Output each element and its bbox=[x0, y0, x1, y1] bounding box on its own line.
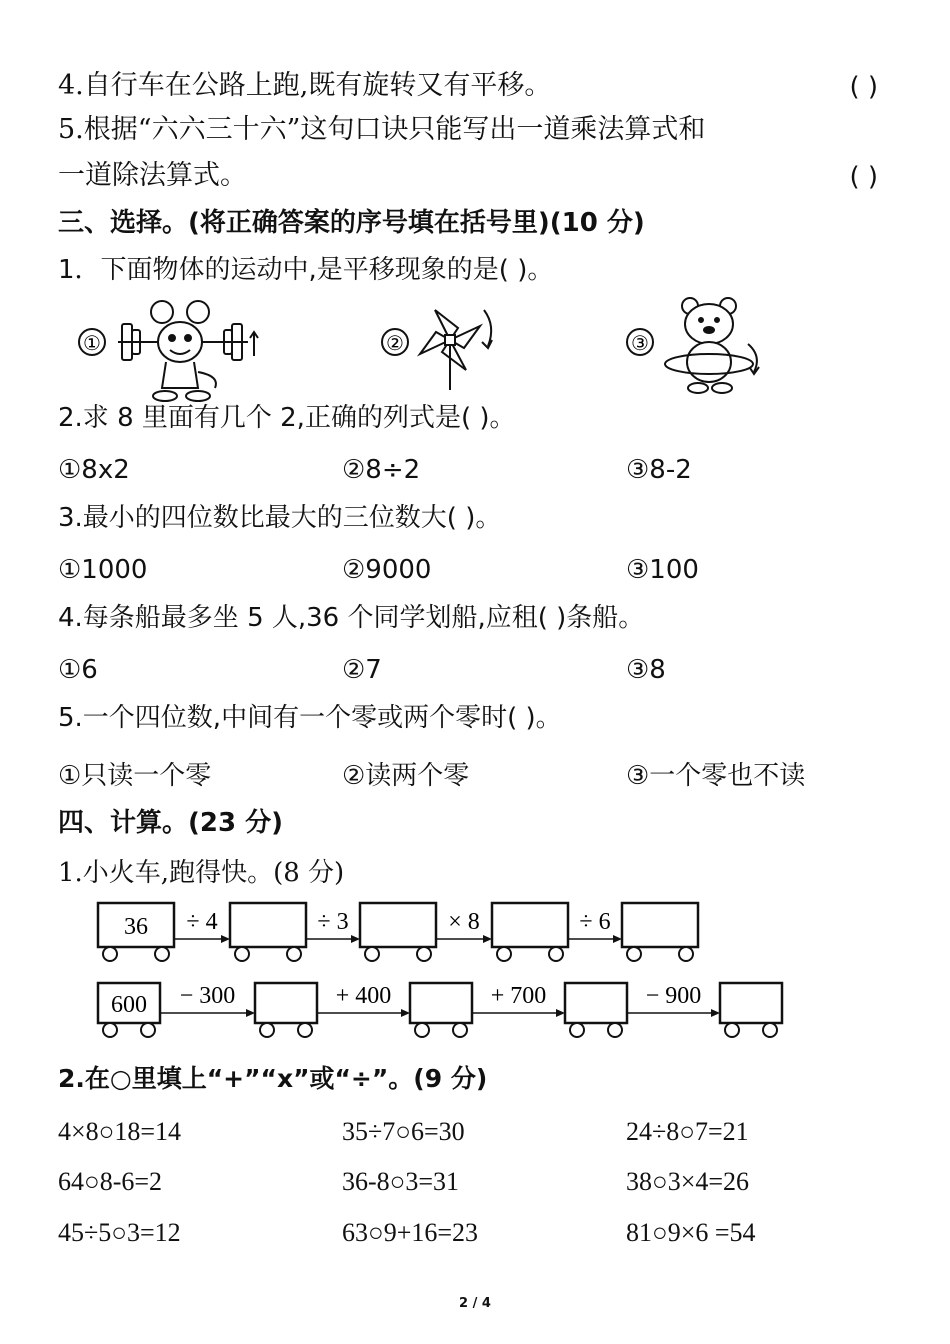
equation-3-3: 81○9×6 =54 bbox=[626, 1218, 756, 1247]
train1-car-3-wheel bbox=[365, 947, 379, 961]
train2-car-5 bbox=[720, 983, 782, 1023]
train2-car-3-wheel bbox=[453, 1023, 467, 1037]
option-3-marker bbox=[627, 329, 653, 355]
q5-option-2: ②读两个零 bbox=[342, 761, 470, 791]
train1-car-5-wheel bbox=[627, 947, 641, 961]
equation-2-2: 36-8○3=31 bbox=[342, 1167, 460, 1196]
q2-option-3: ③8-2 bbox=[626, 455, 692, 485]
q3-option-2: ②9000 bbox=[342, 555, 432, 585]
page-number: 2 / 4 bbox=[459, 1296, 491, 1311]
train2-car-4-wheel bbox=[570, 1023, 584, 1037]
train1-car-2-wheel bbox=[287, 947, 301, 961]
train2-car-1-wheel bbox=[141, 1023, 155, 1037]
pinwheel-icon bbox=[420, 310, 492, 390]
train2-car-5-wheel bbox=[725, 1023, 739, 1037]
q3-option-1: ①1000 bbox=[58, 555, 148, 585]
calc-question-2: 2.在○里填上“+”“x”或“÷”。(9 分) bbox=[58, 1064, 488, 1093]
train1-car-5 bbox=[622, 903, 698, 947]
train1-arrow-1-head bbox=[221, 935, 230, 943]
equation-3-1: 45÷5○3=12 bbox=[58, 1218, 181, 1247]
train1-car-4 bbox=[492, 903, 568, 947]
q5-option-3: ③一个零也不读 bbox=[626, 761, 806, 791]
section-4-title: 四、计算。(23 分) bbox=[58, 808, 283, 838]
choice-question-2: 2.求 8 里面有几个 2,正确的列式是( )。 bbox=[58, 403, 516, 433]
train2-arrow-3-head bbox=[556, 1009, 565, 1017]
answer-paren: ( ) bbox=[849, 72, 878, 102]
train1-car-5-wheel bbox=[679, 947, 693, 961]
calc-question-1: 1.小火车,跑得快。(8 分) bbox=[58, 858, 345, 888]
train2-arrow-2-operator: + 400 bbox=[335, 983, 392, 1009]
option-2-label: ② bbox=[386, 333, 404, 355]
answer-paren: ( ) bbox=[849, 162, 878, 192]
option-1-label: ① bbox=[83, 333, 101, 355]
equation-3-2: 63○9+16=23 bbox=[342, 1218, 479, 1247]
judge-question-4: 4.自行车在公路上跑,既有旋转又有平移。 bbox=[58, 70, 552, 101]
equation-2-1: 64○8-6=2 bbox=[58, 1167, 163, 1196]
judge-question-5-line1: 5.根据“六六三十六”这句口诀只能写出一道乘法算式和 bbox=[58, 114, 706, 145]
q2-option-2: ②8÷2 bbox=[342, 455, 421, 485]
train2-arrow-4-head bbox=[711, 1009, 720, 1017]
train2-arrow-1-operator: − 300 bbox=[179, 983, 236, 1009]
train2-car-1-wheel bbox=[103, 1023, 117, 1037]
q4-option-1: ①6 bbox=[58, 655, 98, 685]
judge-question-5-line2: 一道除法算式。 bbox=[58, 160, 247, 191]
choice-question-1: 1．下面物体的运动中,是平移现象的是( )。 bbox=[58, 255, 554, 285]
train2-car-2 bbox=[255, 983, 317, 1023]
train2-car-1-value: 600 bbox=[111, 992, 147, 1018]
train1-car-2 bbox=[230, 903, 306, 947]
train-figure bbox=[60, 893, 816, 1053]
choice-q1-image-row bbox=[70, 292, 780, 414]
hula-hoop-bear-icon bbox=[665, 298, 759, 393]
train2-arrow-4-operator: − 900 bbox=[645, 983, 702, 1009]
equation-1-3: 24÷8○7=21 bbox=[626, 1117, 749, 1146]
train2-arrow-1-head bbox=[246, 1009, 255, 1017]
q3-option-3: ③100 bbox=[626, 555, 699, 585]
option-1-marker bbox=[79, 329, 105, 355]
choice-question-5: 5.一个四位数,中间有一个零或两个零时( )。 bbox=[58, 703, 562, 733]
train1-arrow-1-operator: ÷ 4 bbox=[186, 909, 218, 935]
train2-car-2-wheel bbox=[298, 1023, 312, 1037]
train1-arrow-2-operator: ÷ 3 bbox=[317, 909, 349, 935]
q5-option-1: ①只读一个零 bbox=[58, 761, 212, 791]
train2-car-2-wheel bbox=[260, 1023, 274, 1037]
train1-car-1-value: 36 bbox=[124, 914, 148, 940]
choice-question-3: 3.最小的四位数比最大的三位数大( )。 bbox=[58, 503, 502, 533]
train1-car-4-wheel bbox=[497, 947, 511, 961]
q4-option-2: ②7 bbox=[342, 655, 382, 685]
option-3-label: ③ bbox=[631, 333, 649, 355]
choice-question-4: 4.每条船最多坐 5 人,36 个同学划船,应租( )条船。 bbox=[58, 603, 645, 633]
equation-2-3: 38○3×4=26 bbox=[626, 1167, 750, 1196]
train1-car-4-wheel bbox=[549, 947, 563, 961]
train2-car-3-wheel bbox=[415, 1023, 429, 1037]
train2-car-5-wheel bbox=[763, 1023, 777, 1037]
train1-arrow-2-head bbox=[351, 935, 360, 943]
train1-arrow-3-head bbox=[483, 935, 492, 943]
train2-arrow-2-head bbox=[401, 1009, 410, 1017]
option-2-marker bbox=[382, 329, 408, 355]
train1-car-1-wheel bbox=[103, 947, 117, 961]
train2-car-4 bbox=[565, 983, 627, 1023]
train1-arrow-4-operator: ÷ 6 bbox=[579, 909, 611, 935]
section-3-title: 三、选择。(将正确答案的序号填在括号里)(10 分) bbox=[58, 208, 645, 238]
train1-car-3-wheel bbox=[417, 947, 431, 961]
weightlifting-mouse-icon bbox=[118, 301, 258, 401]
train2-car-3 bbox=[410, 983, 472, 1023]
train2-arrow-3-operator: + 700 bbox=[490, 983, 547, 1009]
train1-car-3 bbox=[360, 903, 436, 947]
equation-1-1: 4×8○18=14 bbox=[58, 1117, 182, 1146]
train1-car-1-wheel bbox=[155, 947, 169, 961]
train1-arrow-4-head bbox=[613, 935, 622, 943]
equation-1-2: 35÷7○6=30 bbox=[342, 1117, 465, 1146]
train2-car-4-wheel bbox=[608, 1023, 622, 1037]
train1-arrow-3-operator: × 8 bbox=[448, 909, 480, 935]
q4-option-3: ③8 bbox=[626, 655, 666, 685]
train1-car-2-wheel bbox=[235, 947, 249, 961]
q2-option-1: ①8x2 bbox=[58, 455, 130, 485]
